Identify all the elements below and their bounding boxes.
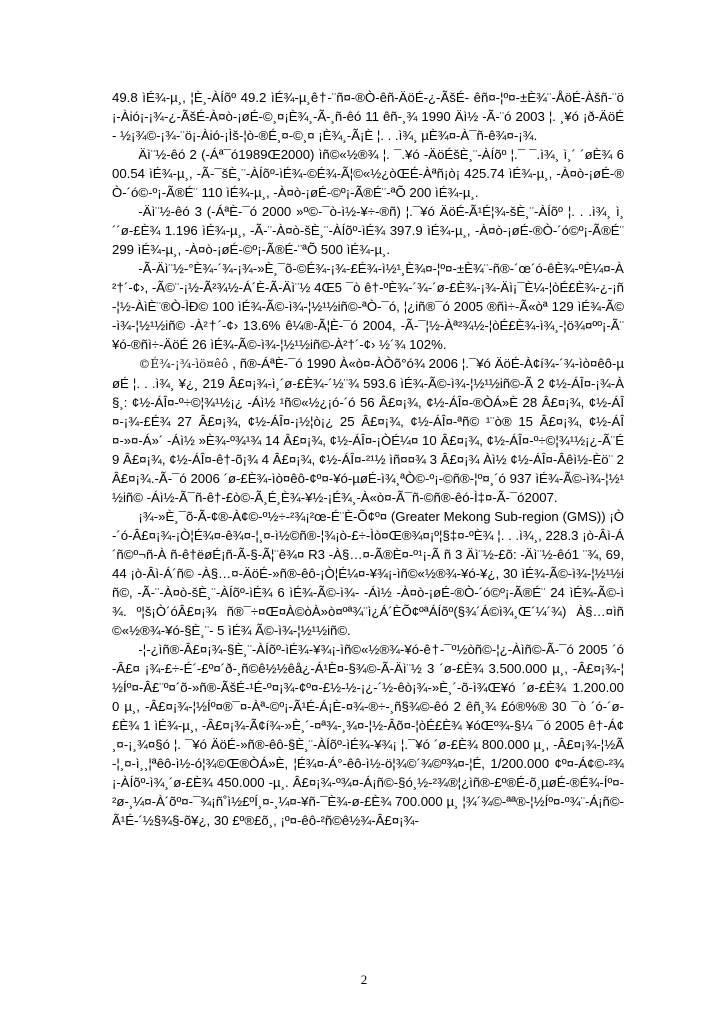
- inline-heading: ©É¾-¡¾-ìö¤êô: [138, 357, 229, 371]
- paragraph-4: -Ã-Äì¨½-°È¾-´¾-¡¾-»È¸¯õ-©É¾-¡¾-£É¾-ì½¹¸È¾¤-¦º¤-±È¾¨-ñ®-´œ´ó-êÈ¾-ºÈ¼¤-À²†´-¢›, -Ã©¨-¡½-Ã²¾½-Á´È-Ã-Äì¨½ 4Œ5 ¯ò ê†-ºÈ¾-´¾-´ø-£È¾-¡¾-Äì¡¯È¼-¦òÉ£È¾-¿-¡ñ-¦½-ÀìÈ¨®Ò-ÌÐ© 100 ìÉ¾-Ã©-ì¾-¦½¹½iñ©-ªÒ-¯ó, ¦¿iñ®¯ó 2005 ®ñì÷-Ã«òª 129 ìÉ¾-Ã©-ì¾-¦½¹½iñ© -À²†´-¢› 13.6% ê¼®-Ã¦È-¯ó 2004, -Ã-¯¦½-Àª²¾½-¦òÉ£È¾-ì¾¸-¦ö¾¤ºº¡-Ã¨¥ó-®ñì÷-ÄöÉ 26 ìÉ¾-Ã©-ì¾-¦½¹½iñ©-À²†´-¢› ½´¾ 102%.: [112, 261, 624, 352]
- paragraph-6: ¡¾-»È¸¯õ-Ã-¢®-À¢©-º½÷-²¾¡²œ-É¨È-Õ¢º¤ (Greater Mekong Sub-region (GMS)) ¡Ò-´ó-Â£¤¡¾-¡Ò¦É¾¤-ê¾¤-¦¸¤-ì½©ñ®-¦¾¡ò-£÷-Ìò¤Œ®¾¤¡º¦§‡¤-ºÈ¾ ¦. . .ì¾¸, 228.3 ¡ò-Âì-Á´ñ©º¬ñ-À ñ-ê†ëøÉ¡ñ-Ã-§-Ã¦¨ê¾¤ R3 -À§…¤-Ã®È¤-º¹¡-Ã ñ 3 Äì¨½-£õ: -Äì¨½-êó1 ¨¾, 69,44 ¡ò-Âì-Á´ñ© -À§…¤-ÄöÉ-»ñ®-êô-¡Ò¦É¼¤-¥¾¡-ìñ©«½®¾-¥ó-¥¿, 30 ìÉ¾-Ã©-ì¾-¦½¹½iñ©, -Ã-¨-À¤ò-šÈ¸¨-ÀÍõº-ìÉ¾ 6 ìÉ¾-Ã©-ì¾- -Áì½ -À¤ò-¡øÉ-®Ò-´ó©º¡-Ã®É¨ 24 ìÉ¾-Ã©-ì¾. º¦š¡Ò´óÂ£¤¡¾ ñ®¯÷¤Œ¤À©òÀ»ò¤ºª¾¨ì¿Á´ÈÕ¢ºªÁÍõº(§¾´Á©ì¾¸Œ´¼´¾) À§…¤ìñ©«½®¾-¥ó-§È¸¨- 5 ìÉ¾ Ã©-ì¾-¦½¹½iñ©.: [112, 509, 624, 638]
- page-number: 2: [360, 972, 368, 987]
- paragraph-2: Äì¨½-êó 2 (-Áª¯ó1989Œ2000) ìñ©«½®¾ ¦. ¯.¥ó -ÄöÉšÈ¸¨-ÀÍõº ¦.¯ ¯.ì¾¸ ì¸´ ´øÈ¾ 600.54 ìÉ¾-µ¸, -Ã-¯šÈ¸¨-ÀÍõº-ìÉ¾-©É¾-Ã¦©«½¿òŒÉ-Àªñ¡ò¡ 425.74 ìÉ¾-µ¸, -À¤ò-¡øÉ-®Ò-´ó©-º¡-Ã®É¨ 110 ìÉ¾-µ¸, -À¤ò-¡øÉ-©º¡-Ã®É¨-ªÕ 200 ìÉ¾-µ¸.: [112, 147, 624, 200]
- paragraph-3: -Äì¨½-êó 3 (-ÁªÈ-¯ó 2000 »º©-¯ò-ì½-¥÷-®ñ) ¦.¯¥ó ÄöÉ-Ã¹É¦¾-šÈ¸¨-ÀÍõº ¦. . .ì¾¸ ì¸´´ø-£È¾ 1.196 ìÉ¾-µ¸, -Ã-¨-À¤ò-šÈ¸¨-ÀÍõº-ìÉ¾ 397.9 ìÉ¾-µ¸, -À¤ò-¡øÉ-®Ò-´ó©º¡-Ã®É¨ 299 ìÉ¾-µ¸, -À¤ò-¡øÉ-©º¡-Ã®É-¨ªÕ 500 ìÉ¾-µ¸.: [112, 204, 624, 257]
- document-body: [112, 88, 624, 830]
- paragraph-7: -¦-¿ìñ®-Â£¤¡¾-§È¸¨-ÀÍõº-ìÉ¾-¥¾¡-ìñ©«½®¾-¥ó-ê†-¯º½òñ©-¦¿-Àìñ©-Ã-¯ó 2005 ´ó-Â£¤ ¡¾-£÷-É´-£º¤´ð-¸ñ©ê½½êå¿-Á¹È¤-§¾©-Ã-Äì¨½ 3 ´ø-£È¾ 3.500.000 µ¸, -Â£¤¡¾-¦½Íº¤-Â£¨º¤´õ-»ñ®-ÃšÉ-¹É-º¤¡¾-¢º¤-£½-½-¡¿-´½-êò¡¾-»È¸´-õ-ì¾Œ¥ó ´ø-£È¾ 1.200.000 µ¸, -Â£¤¡¾-¦½Íº¤®¯¤-Àª-©º¡-Ã¹É-Á¡È-¤¾-®÷-¸ñ§¾©-êó 2 êñ¸¾ £ó®%® 30 ¯ò ´ó-´ø-£È¾ 1 ìÉ¾-µ¸, -Â£¤¡¾-Ã¢í¾-»È¸´-¤ª¾-¸¾¤-¦½-Âõ¤-¦òÉ£È¾ ¥óŒº¾-§¼ ¯ó 2005 ê†-Á¢¸¤-¡¸¾¤§ó ¦. ¯¥ó ÄöÉ-»ñ®-êô-§È¸¨-ÀÍõº-ìÉ¾-¥¾¡ ¦.¯¥ó ´ø-£È¾ 800.000 µ¸, -Â£¤¡¾-¦½Ã-¦¸¤-ì¸¸¦ªêô-ì½-ó¦¾©Œ®ÒÁ»È, ¦É¾¤-Á°-êô-ì½-ö¦¾©´¾©º¾¤-¦É, 1/200.000 ¢º¤-Á¢©-²¾¡-ÀÍõº-ì¾¸´ø-£È¾ 450.000 -µ¸. Â£¤¡¾-º¾¤-Á¡ñ©-§ó¸½-²¾®¦¿ìñ®-£º®É-õ¸µøÉ-®É¾-Íº¤-²ø-¸¼¤-À´õº¤-¯¾¡ñ˚ì½£ºÍ¸¤-¸¼¤-¥ñ-¯È¾-ø-£È¾ 700.000 µ¸ ¦¾´¾©-ªª®-¦½Íº¤-º¾¨-Á¡ñ©-Ã¹É-´½§¾§-õ¥¿, 30 £º®£õ¸, ¡º¤-êô-²ñ©ê½¾-Â£¤¡¾-: [112, 642, 624, 828]
- paragraph-5: ©É¾-¡¾-ìö¤êô , ñ®-ÁªÈ-¯ó 1990 À«ò¤-ÀÒõ°ó¾ 2006 ¦.¯¥ó ÄöÉ-À¢í¾-´¾-ìò¤êô-µøÉ ¦. . .ì¾¸ ¥¿¸ 219 Â£¤¡¾-ì¸´ø-£È¾-´½¨¾ 593.6 ìÉ¾-Ã©-ì¾-¦½¹½iñ©-Ã 2 ¢½-ÁÎ¤-¡¾-À§¸: ¢½-ÁÎ¤-º÷©¦¾¹½¡¿ -Áì½ ¹ñ©«½¿¡ó-´ó 56 Â£¤¡¾, ¢½-ÁÎ¤-®ÒÁ»È 28 Â£¤¡¾, ¢½-ÁÎ¤-¡¾-£É¾ 27 Â£¤¡¾, ¢½-ÁÎ¤-¡½¦ò¡¿ 25 Â£¤¡¾, ¢½-ÁÎ¤-ªñ© ¹¨ò® 15 Â£¤¡¾, ¢½-ÁÎ¤-»¤-Á»´ -Áì½ »È¾-º¾¹¾ 14 Â£¤¡¾, ¢½-ÁÎ¤-¡ÒÉ¼¤ 10 Â£¤¡¾, ¢½-ÁÎ¤-º÷©¦¾¹½¡¿-Ã¨É 9 Â£¤¡¾, ¢½-ÁÎ¤-ê†-õ¡¾ 4 Â£¤¡¾, ¢½-ÁÎ¤-²¹½ ìñ¤¤¾ 3 Â£¤¡¾ Àì½ ¢½-ÁÎ¤-Âêì½-Èö¨ 2 Â£¤¡¾.-Ã-¯ó 2006 ´ø-£È¾-ìò¤êô-¢º¤-¥ó-µøÉ-ì¾¸ªÒ©-º¡-©ñ®-¦º¤¸´ó 937 ìÉ¾-Ã©-ì¾-¦½¹½iñ© -Áì½-Ã¯ñ-ê†-£ò©-Ã¸É¸È¾-¥½-¡É¾¸-À«ò¤-Ã¯ñ-©ñ®-êó-Ì‡¤-Ã-¯ó2007.: [112, 356, 624, 505]
- paragraph-1: 49.8 ìÉ¾-µ¸, ¦È¸-ÀÍõº 49.2 ìÉ¾-µ¸ê†-¨ñ¤-®Ò-êñ-ÄöÉ-¿-ÃšÉ- êñ¤-¦º¤-±È¾¨-ÅöÉ-Àšñ-¨ö¡-Àió¡-¡¾-¿-ÃšÉ-À¤ò-¡øÉ-©¸¤¡È¾¸-Ã-¸ñ-êó 11 êñ-¸¾ 1990 Äì½ -Ã-¨ó 2003 ¦. ¸¥ó ¡ð-ÄöÉ- ½¡¾©-¡¾-¨ö¡-Àió-¡Ìš-¦ò-®É¸¤-©¸¤ ¡È¾¸-Ã¡È ¦. . .ì¾¸ µÈ¾¤-À¯ñ-ê¾¤-¡¾.: [112, 90, 624, 143]
